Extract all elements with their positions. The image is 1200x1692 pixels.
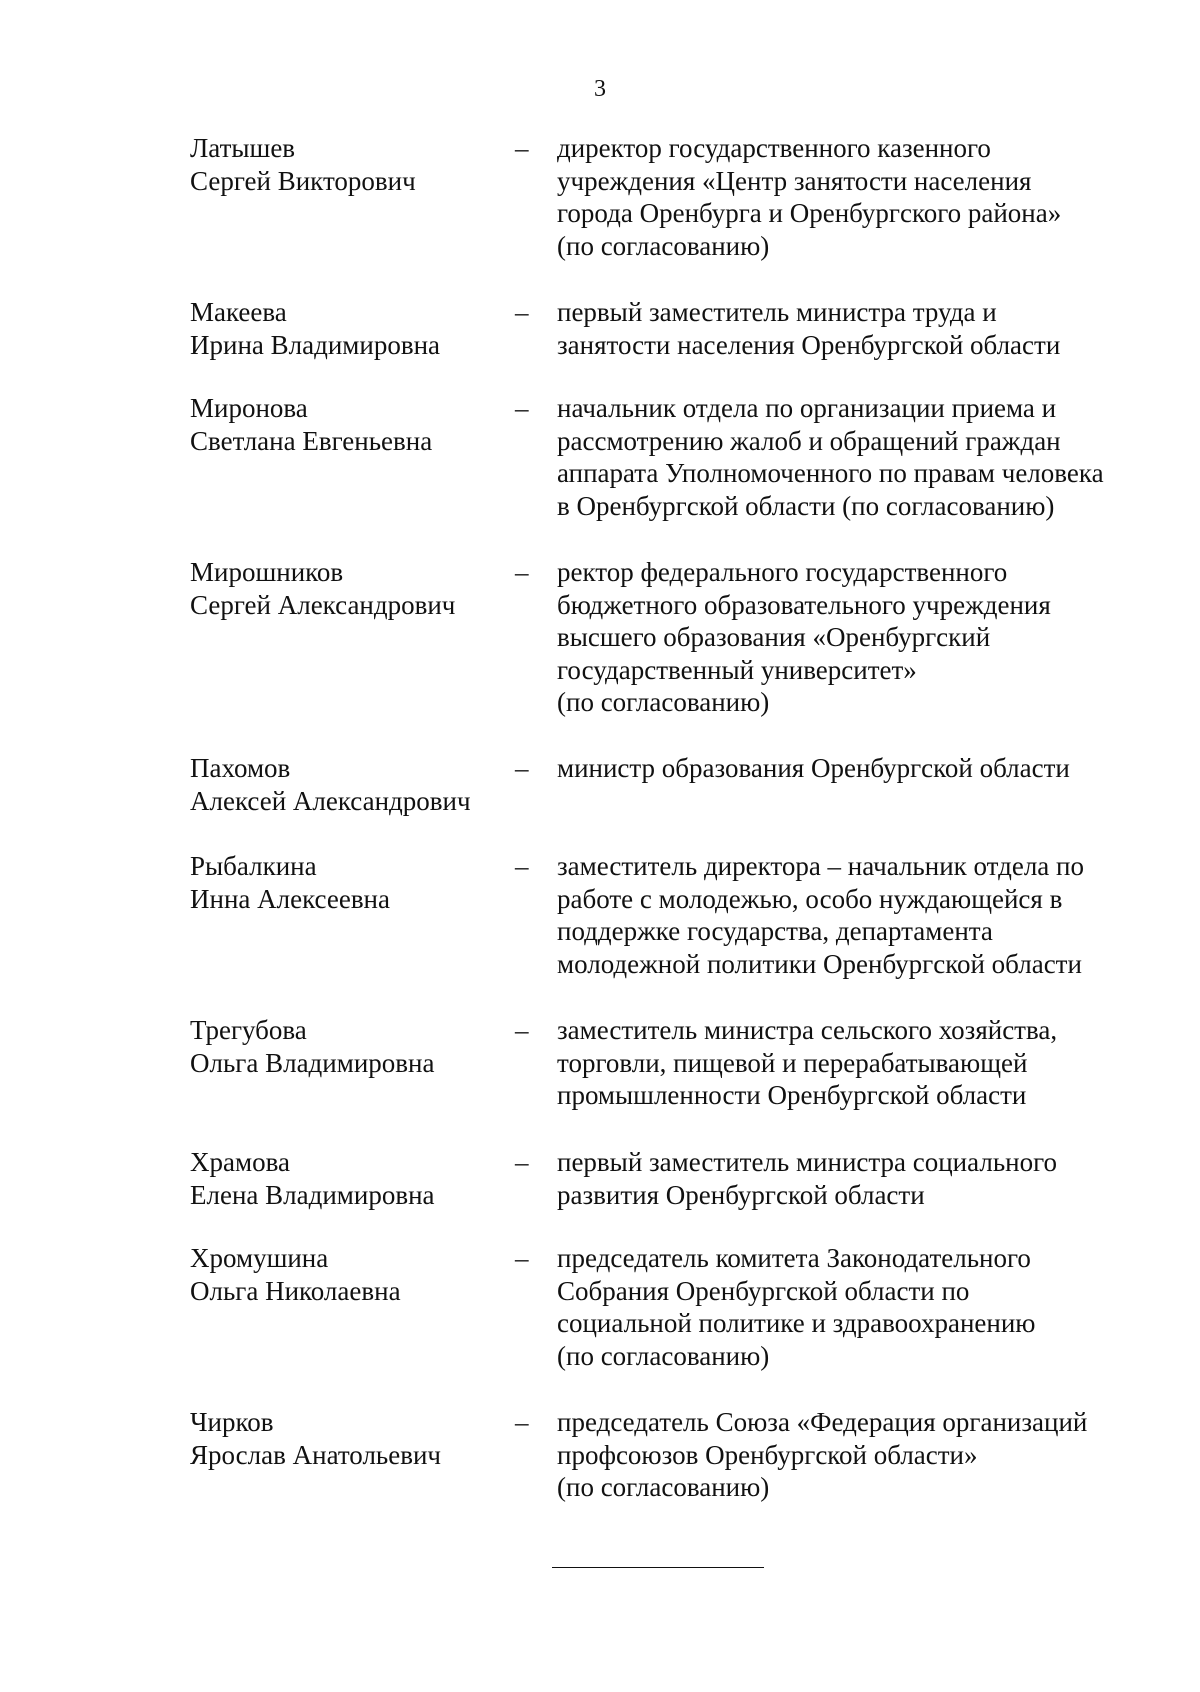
position-line: заместитель директора – начальник отдела по [557,851,1084,881]
member-name [190,556,510,621]
position-line: государственный университет» [557,654,917,685]
member-surname: Латышев [190,133,296,163]
position-line: первый заместитель министра социального [557,1147,1057,1177]
position-line: занятости населения Оренбургской области [557,329,1061,360]
member-name [190,132,510,197]
separator-dash: – [515,393,529,423]
member-position [557,296,1177,361]
position-line: торговли, пищевой и перерабатывающей [557,1047,1028,1078]
member-position [557,850,1177,980]
member-surname: Миронова [190,393,308,423]
position-line: председатель Союза «Федерация организаций [557,1407,1088,1437]
member-surname: Хромушина [190,1243,329,1273]
position-line: аппарата Уполномоченного по правам человека [557,458,1104,488]
member-name [190,1242,510,1307]
position-line: рассмотрению жалоб и обращений граждан [557,425,1061,456]
separator-dash: – [515,557,529,587]
member-given-names: Инна Алексеевна [190,883,390,914]
position-line: председатель комитета Законодательного [557,1243,1031,1273]
separator-dash: – [515,133,529,163]
member-surname: Мирошников [190,557,344,587]
position-line: первый заместитель министра труда и [557,297,997,327]
member-given-names: Ольга Николаевна [190,1275,401,1306]
position-line: в Оренбургской области (по согласованию) [557,490,1055,521]
end-of-list-rule [552,1567,764,1568]
member-surname: Макеева [190,297,287,327]
member-given-names: Ирина Владимировна [190,329,441,360]
member-name [190,752,510,817]
member-name [190,392,510,457]
position-line: директор государственного казенного [557,133,991,163]
position-line: Собрания Оренбургской области по [557,1275,970,1306]
position-line: начальник отдела по организации приема и [557,393,1057,423]
member-surname: Чирков [190,1407,274,1437]
position-line: высшего образования «Оренбургский [557,622,991,652]
member-name [190,1014,510,1079]
member-name [190,1146,510,1211]
member-position [557,1242,1177,1372]
member-name [190,296,510,361]
position-line: работе с молодежью, особо нуждающейся в [557,883,1063,914]
member-position [557,1406,1177,1504]
member-name [190,850,510,915]
member-surname: Рыбалкина [190,851,317,881]
member-position [557,132,1177,262]
member-given-names: Алексей Александрович [190,785,471,816]
member-surname: Храмова [190,1147,290,1177]
position-line: социальной политике и здравоохранению [557,1308,1036,1338]
member-position [557,392,1177,522]
member-position [557,1146,1177,1211]
member-given-names: Сергей Александрович [190,589,456,620]
position-line: города Оренбурга и Оренбургского района» [557,198,1062,228]
position-line: учреждения «Центр занятости населения [557,165,1032,196]
member-given-names: Светлана Евгеньевна [190,425,433,456]
position-line: заместитель министра сельского хозяйства, [557,1015,1058,1045]
member-surname: Пахомов [190,753,291,783]
position-line: бюджетного образовательного учреждения [557,589,1051,620]
member-given-names: Елена Владимировна [190,1179,435,1210]
position-line: ректор федерального государственного [557,557,1008,587]
separator-dash: – [515,1243,529,1273]
separator-dash: – [515,1407,529,1437]
separator-dash: – [515,1015,529,1045]
page-number: 3 [594,76,606,102]
position-line: (по согласованию) [557,230,770,261]
separator-dash: – [515,851,529,881]
member-given-names: Ярослав Анатольевич [190,1439,441,1470]
position-line: поддержке государства, департамента [557,916,993,946]
member-surname: Трегубова [190,1015,307,1045]
member-given-names: Сергей Викторович [190,165,416,196]
position-line: развития Оренбургской области [557,1179,925,1210]
member-position [557,752,1177,785]
member-position [557,1014,1177,1112]
position-line: (по согласованию) [557,1340,770,1371]
position-line: молодежной политики Оренбургской области [557,948,1082,979]
position-line: министр образования Оренбургской области [557,753,1070,783]
separator-dash: – [515,753,529,783]
separator-dash: – [515,1147,529,1177]
member-position [557,556,1177,719]
position-line: (по согласованию) [557,687,770,717]
member-name [190,1406,510,1471]
position-line: (по согласованию) [557,1472,770,1502]
position-line: профсоюзов Оренбургской области» [557,1439,978,1470]
member-given-names: Ольга Владимировна [190,1047,435,1078]
position-line: промышленности Оренбургской области [557,1080,1027,1110]
separator-dash: – [515,297,529,327]
